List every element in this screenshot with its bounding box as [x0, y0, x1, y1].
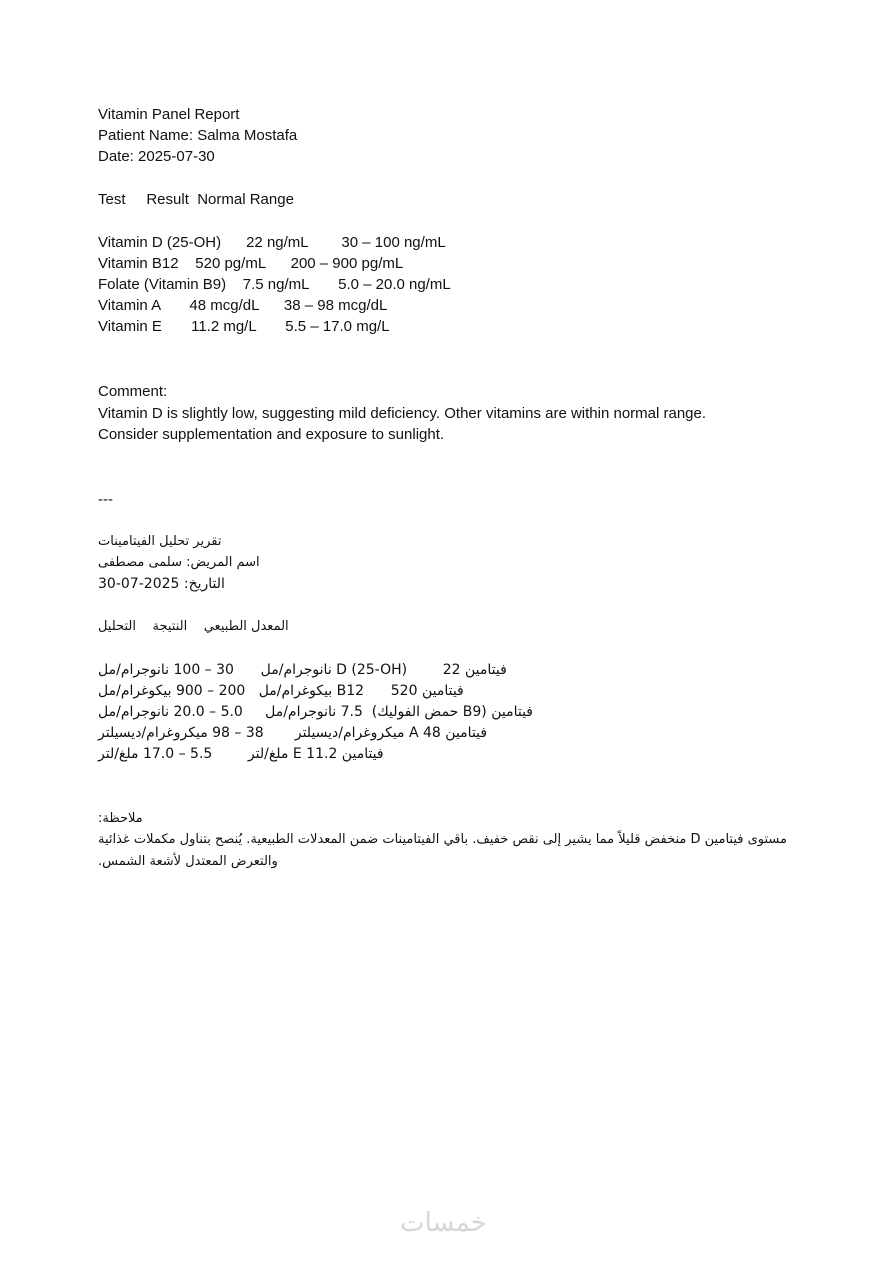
comment-text: Consider supplementation and exposure to sunlight. [98, 426, 445, 443]
arabic-table-row: فيتامين B12 520 بيكوغرام/مل 200 – 900 بيكوغرام/مل [98, 683, 464, 699]
table-row: Vitamin D (25-OH) 22 ng/mL 30 – 100 ng/mL [98, 234, 446, 251]
arabic-table-row: فيتامين E 11.2 ملغ/لتر 5.5 – 17.0 ملغ/لتر [98, 746, 384, 762]
arabic-table-row: فيتامين D (25-OH) 22 نانوجرام/مل 30 – 100 نانوجرام/مل [98, 662, 507, 678]
arabic-report-title: تقرير تحليل الفيتامينات [98, 534, 222, 549]
comment-text: Vitamin D is slightly low, suggesting mild deficiency. Other vitamins are within normal range. [98, 405, 707, 422]
report-date: Date: 2025-07-30 [98, 148, 215, 165]
table-row: Folate (Vitamin B9) 7.5 ng/mL 5.0 – 20.0 ng/mL [98, 276, 451, 293]
arabic-report-date: التاريخ: 2025-07-30 [98, 576, 225, 592]
watermark-logo: خمسات [400, 1208, 487, 1238]
arabic-comment-text: والتعرض المعتدل لأشعة الشمس. [98, 854, 278, 869]
arabic-table-row: فيتامين (B9 حمض الفوليك) 7.5 نانوجرام/مل 5.0 – 20.0 نانوجرام/مل [98, 704, 533, 720]
patient-name: Patient Name: Salma Mostafa [98, 127, 298, 144]
table-row: Vitamin E 11.2 mg/L 5.5 – 17.0 mg/L [98, 318, 390, 335]
table-header: Test Result Normal Range [98, 191, 294, 208]
arabic-table-row: فيتامين A 48 ميكروغرام/ديسيلتر 38 – 98 ميكروغرام/ديسيلتر [98, 725, 488, 741]
section-separator: --- [98, 491, 113, 508]
comment-label: Comment: [98, 383, 168, 400]
table-row: Vitamin A 48 mcg/dL 38 – 98 mcg/dL [98, 297, 388, 314]
arabic-table-header: المعدل الطبيعي النتيجة التحليل [98, 619, 289, 634]
arabic-patient-name: اسم المريض: سلمى مصطفى [98, 555, 260, 570]
arabic-comment-label: ملاحظة: [98, 811, 143, 826]
arabic-comment-text: مستوى فيتامين D منخفض قليلاً مما يشير إلى نقص خفيف. باقي الفيتامينات ضمن المعدلات الطبيعية. يُنصح بتناول مكملات غذائية [98, 832, 787, 847]
table-row: Vitamin B12 520 pg/mL 200 – 900 pg/mL [98, 255, 404, 272]
report-title: Vitamin Panel Report [98, 106, 240, 123]
